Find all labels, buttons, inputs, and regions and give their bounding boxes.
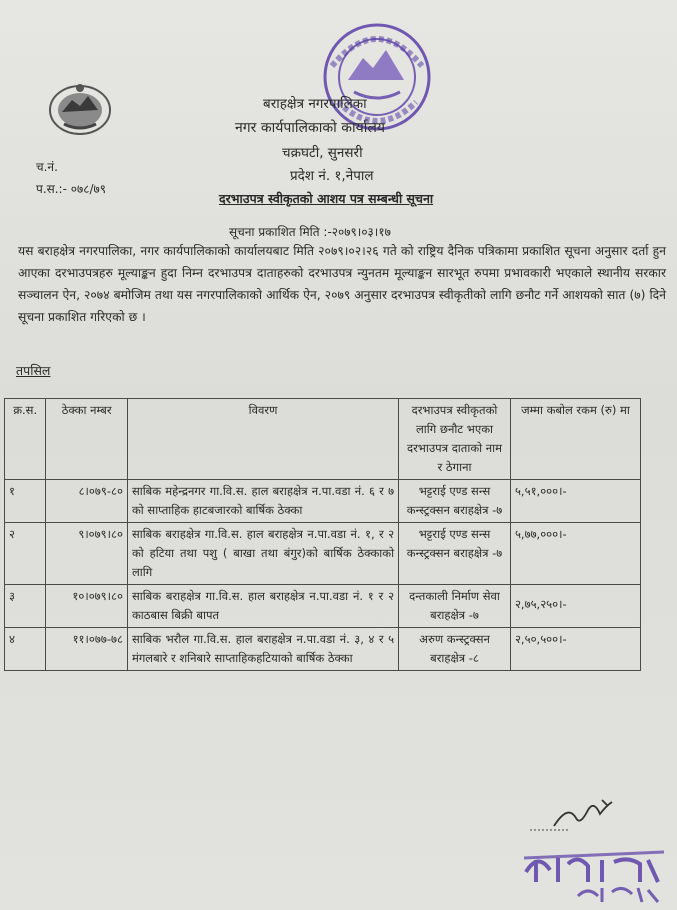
bid-table (4, 398, 641, 671)
row-description: साबिक बराहक्षेत्र गा.वि.स. हाल बराहक्षेत्र न.पा.वडा नं. १, र २ को हटिया तथा पशु ( बाखा तथा बंगुर)को बार्षिक ठेक्काको लागि (127, 523, 398, 585)
row-amount: २,५०,५००।- (510, 628, 640, 671)
col-amount: जम्मा कबोल रकम (रु) मा (510, 399, 640, 480)
signature-icon (528, 796, 638, 836)
office-province: प्रदेश नं. १,नेपाल (290, 168, 374, 184)
row-amount: २,७५,२५०।- (510, 585, 640, 628)
row-serial: ४ (5, 628, 46, 671)
col-contract-no: ठेक्का नम्बर (46, 399, 128, 480)
row-bidder: भट्टराई एण्ड सन्स कन्स्ट्रक्सन बराहक्षेत्र -७ (399, 523, 511, 585)
patra-sankhya: प.स.:- ०७८/७९ (36, 182, 106, 196)
col-description: विवरण (127, 399, 398, 480)
row-contract-no: ९।०७९।८० (46, 523, 128, 585)
row-contract-no: १०।०७९।८० (46, 585, 128, 628)
table-header-row (5, 399, 641, 480)
row-amount: ५,७७,०००।- (510, 523, 640, 585)
row-bidder: भट्टराई एण्ड सन्स कन्स्ट्रक्सन बराहक्षेत्र -७ (399, 480, 511, 523)
row-amount: ५,५१,०००।- (510, 480, 640, 523)
table-row (5, 480, 641, 523)
office-address: चक्रघटी, सुनसरी (282, 145, 363, 161)
table-row (5, 523, 641, 585)
row-serial: २ (5, 523, 46, 585)
table-row (5, 585, 641, 628)
col-bidder: दरभाउपत्र स्वीकृतको लागि छनौट भएका दरभाउपत्र दाताको नाम र ठेगाना (399, 399, 511, 480)
chalani-number: च.नं. (36, 160, 58, 174)
office-name: बराहक्षेत्र नगरपालिका (263, 96, 367, 112)
notice-body: यस बराहक्षेत्र नगरपालिका, नगर कार्यपालिकाको कार्यालयबाट मिति २०७९।०२।२६ गते को राष्ट्रिय दैनिक पत्रिकामा प्रकाशित सूचना अनुसार दर्ता हुन आएका दरभाउपत्रहरु मूल्याङ्कन हुदा निम्न दरभाउपत्र दाताहरुको दरभाउपत्र न्युनतम मूल्याङ्कन सारभूत रुपमा प्रभावकारी भएकाले स्थानीय सरकार सञ्चालन ऐन, २०७४ बमोजिम तथा यस नगरपालिकाको आर्थिक ऐन, २०७९ अनुसार दरभाउपत्र स्वीकृतीको लागि छनौट गर्ने आशयको सात (७) दिने सूचना प्रकाशित गरिएको छ । (18, 244, 666, 324)
row-serial: ३ (5, 585, 46, 628)
row-description: साबिक महेन्द्रनगर गा.वि.स. हाल बराहक्षेत्र न.पा.वडा नं. ६ र ७ को साप्ताहिक हाटबजारको बार्षिक ठेक्का (127, 480, 398, 523)
details-label: तपसिल (16, 363, 51, 378)
row-bidder: दन्तकाली निर्माण सेवा बराहक्षेत्र -७ (399, 585, 511, 628)
row-serial: १ (5, 480, 46, 523)
signatory-stamp-icon (518, 842, 668, 906)
row-description: साबिक भरौल गा.वि.स. हाल बराहक्षेत्र न.पा.वडा नं. ३, ४ र ५ मंगलबारे र शनिबारे साप्ताहिकहटियाको बार्षिक ठेक्का (127, 628, 398, 671)
row-contract-no: ८।०७९-८० (46, 480, 128, 523)
col-serial: क्र.स. (5, 399, 46, 480)
row-contract-no: ११।०७७-७८ (46, 628, 128, 671)
notice-subject: दरभाउपत्र स्वीकृतको आशय पत्र सम्बन्धी सूचना (219, 191, 434, 206)
row-bidder: अरुण कन्स्ट्रक्सन बराहक्षेत्र -८ (399, 628, 511, 671)
office-subtitle: नगर कार्यपालिकाको कार्यालय (235, 120, 385, 136)
nepal-emblem-icon (44, 80, 116, 140)
row-description: साबिक बराहक्षेत्र गा.वि.स. हाल बराहक्षेत्र न.पा.वडा नं. १ र २ काठबास बिक्री बापत (127, 585, 398, 628)
table-row (5, 628, 641, 671)
published-date: सूचना प्रकाशित मिति :-२०७९।०३।१७ (229, 225, 391, 239)
